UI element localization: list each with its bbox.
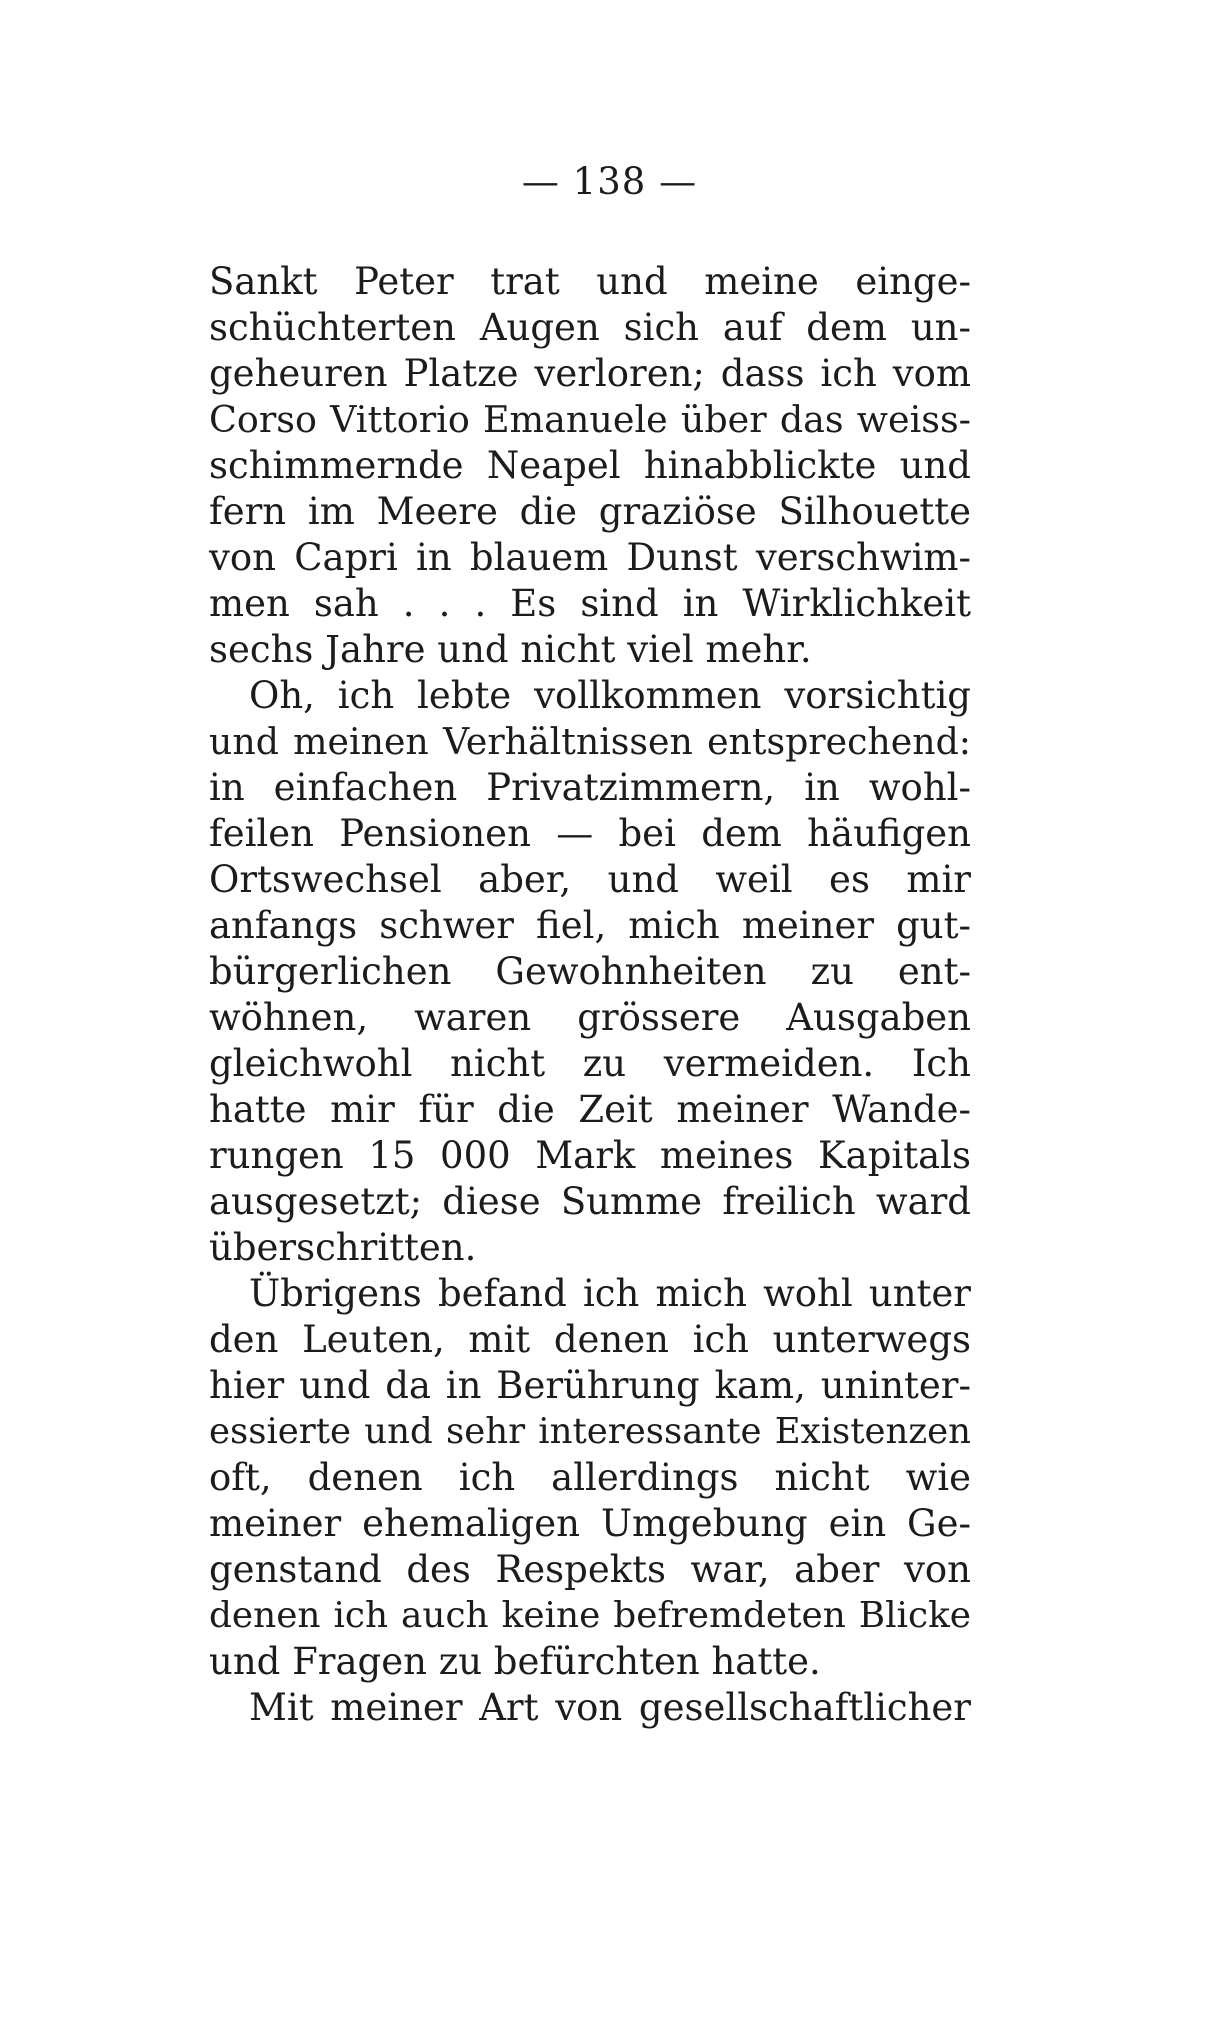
text-line: gleichwohl nicht zu vermeiden. Ich [209, 1042, 971, 1085]
text-line: schimmernde Neapel hinabblickte und [209, 444, 971, 487]
text-line: denen ich auch keine befremdeten Blicke [209, 1595, 971, 1636]
text-line: geheuren Platze verloren; dass ich vom [209, 352, 971, 395]
text-line: Oh, ich lebte vollkommen vorsichtig [249, 674, 971, 717]
text-line: hier und da in Berührung kam, uninter- [209, 1364, 971, 1407]
text-line: feilen Pensionen — bei dem häufigen [209, 812, 971, 855]
text-line: anfangs schwer fiel, mich meiner gut- [209, 904, 971, 947]
text-line: essierte und sehr interessante Existenzen [209, 1411, 971, 1452]
text-line: und Fragen zu befürchten hatte. [209, 1640, 821, 1683]
text-line: Mit meiner Art von gesellschaftlicher [249, 1686, 971, 1729]
text-line: genstand des Respekts war, aber von [209, 1548, 971, 1591]
text-line: fern im Meere die graziöse Silhouette [209, 490, 971, 533]
text-line: Übrigens befand ich mich wohl unter [249, 1272, 971, 1315]
text-line: ausgesetzt; diese Summe freilich ward [209, 1180, 971, 1223]
text-line: bürgerlichen Gewohnheiten zu ent- [209, 950, 971, 993]
text-line: Ortswechsel aber, und weil es mir [209, 858, 971, 901]
text-line: den Leuten, mit denen ich unterwegs [209, 1318, 971, 1361]
text-line: überschritten. [209, 1226, 477, 1269]
text-line: schüchterten Augen sich auf dem un- [209, 306, 971, 349]
text-line: und meinen Verhältnissen entsprechend: [209, 720, 971, 763]
body-text [209, 259, 971, 1731]
text-line: wöhnen, waren grössere Ausgaben [209, 996, 971, 1039]
text-line: hatte mir für die Zeit meiner Wande- [209, 1088, 971, 1131]
text-line: in einfachen Privatzimmern, in wohl- [209, 766, 971, 809]
text-line: oft, denen ich allerdings nicht wie [209, 1456, 971, 1499]
text-line: men sah . . . Es sind in Wirklichkeit [209, 582, 971, 625]
text-line: sechs Jahre und nicht viel mehr. [209, 628, 812, 671]
text-line: meiner ehemaligen Umgebung ein Ge- [209, 1502, 971, 1545]
text-line: von Capri in blauem Dunst verschwim- [209, 536, 971, 579]
page-number: — 138 — [521, 160, 698, 203]
text-line: rungen 15 000 Mark meines Kapitals [209, 1134, 971, 1177]
text-line: Corso Vittorio Emanuele über das weiss- [209, 398, 971, 441]
text-line: Sankt Peter trat und meine einge- [209, 260, 971, 303]
